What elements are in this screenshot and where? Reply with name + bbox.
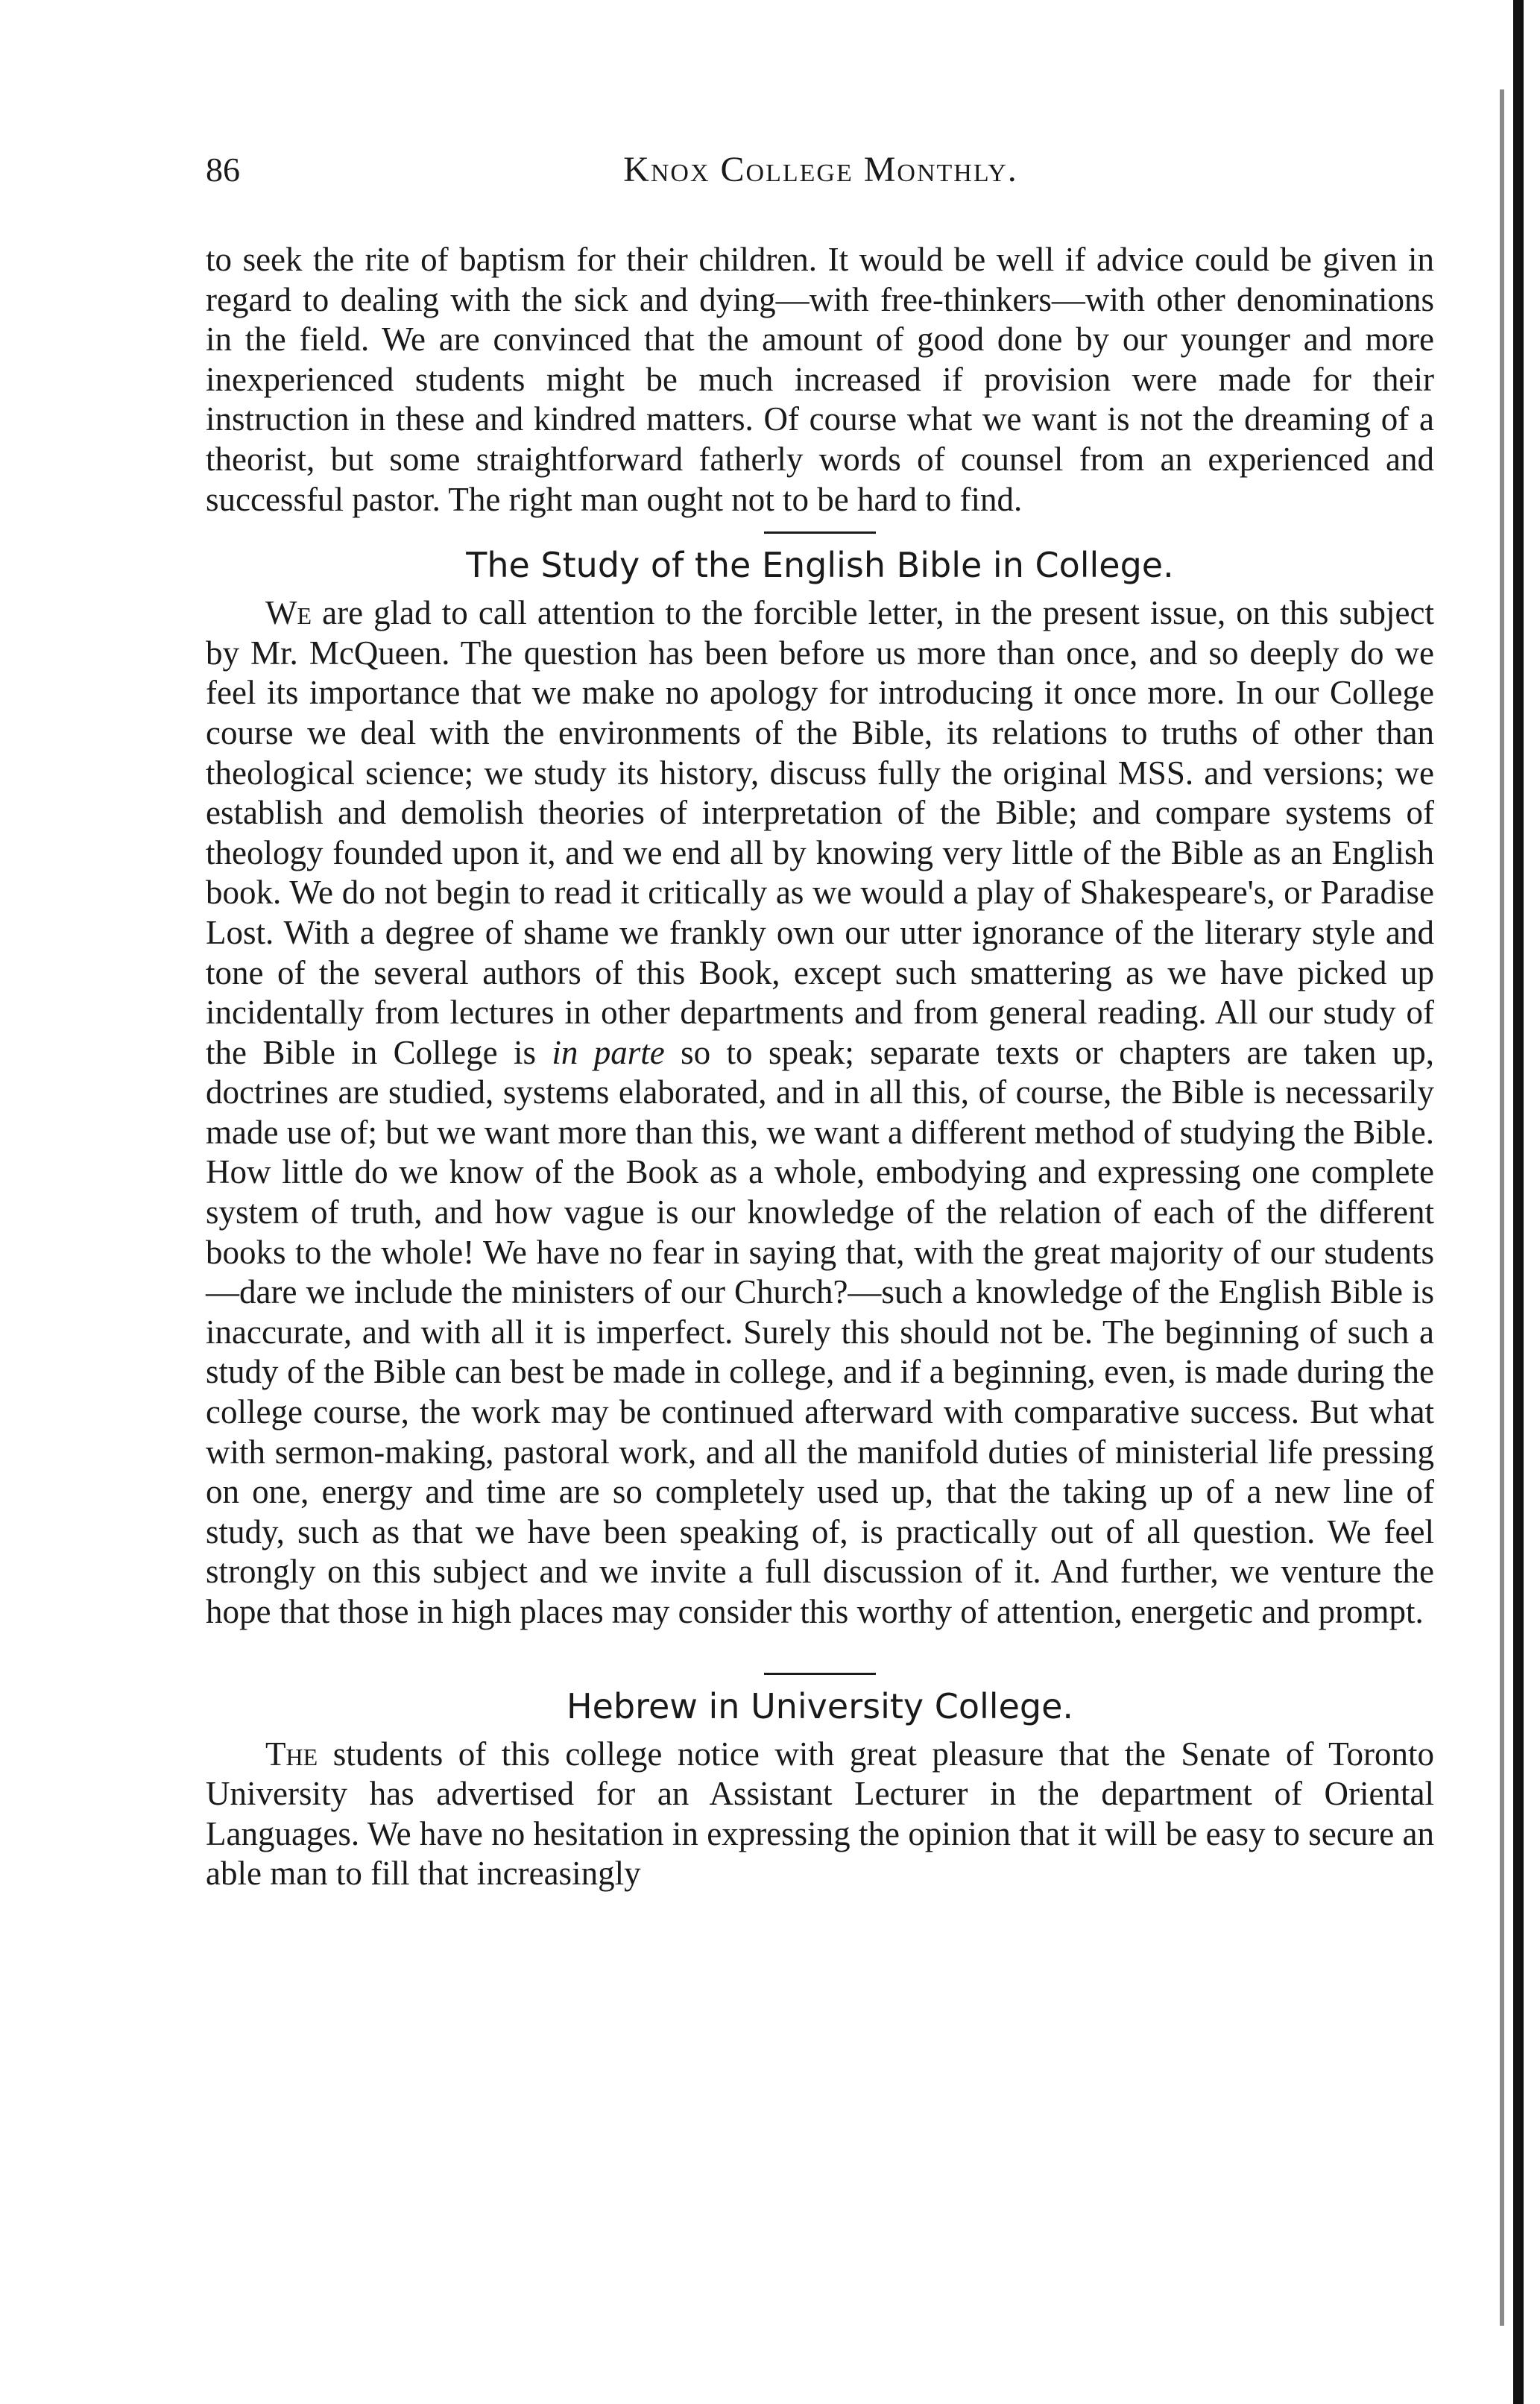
paragraph-text-continued: so to speak; separate texts or chapters are taken up, doctrines are studied, systems elaborated, and in all this, of course, the Bible is necessarily made use of; but we want more than this, we want a different method of studying the Bible. How little do we know of the Book as a whole, embodying and expressing one complete system of truth, and how vague is our knowledge of the relation of each of the different books to the whole! We have no fear in saying that, with the great majority of our students—dare we include the ministers of our Church?—such a knowledge of the English Bible is inaccurate, and with all it is imperfect. Surely this should not be. The beginning of such a study of the Bible can best be made in college, and if a beginning, even, is made during the college course, the work may be continued afterward with comparative success. But what with sermon-making, pastoral work, and all the manifold duties of ministerial life pressing on one, energy and time are so completely used up, that the taking up of a new line of study, such as that we have been speaking of, is practically out of all question. We feel strongly on this subject and we invite a full discussion of it. And further, we venture the hope that those in high places may consider this worthy of attention, energetic and prompt.	[206, 1033, 1435, 1630]
running-head	[206, 148, 1436, 200]
article-body	[206, 240, 1434, 1894]
section-english-bible-paragraph	[206, 593, 1434, 1632]
paragraph-text: are glad to call attention to the forcible letter, in the present issue, on this subject by Mr. McQueen. The question has been before us more than once, and so deeply do we feel its importance that we make no apology for introducing it once more. In our College course we deal with the environments of the Bible, its relations to truths of other than theological science; we study its history, discuss fully the original MSS. and versions; we establish and demolish theories of interpretation of the Bible; and compare systems of theology founded upon it, and we end all by knowing very little of the Bible as an English book. We do not begin to read it critically as we would a play of Shakespeare's, or Paradise Lost. With a degree of shame we frankly own our utter ignorance of the literary style and tone of the several authors of this Book, except such smattering as we have picked up incidentally from lectures in other departments and from general reading. All our study of the Bible in College is	[206, 594, 1434, 1071]
page-number: 86	[206, 151, 240, 189]
section-title-hebrew: Hebrew in University College.	[566, 1685, 1073, 1726]
continued-paragraph: to seek the rite of baptism for their children. It would be well if advice could be given in regard to dealing with the sick and dying—with free-thinkers—with other denominations in the field. We are convinced that the amount of good done by our younger and more inexperienced students might be much increased if provision were made for their instruction in these and kindred matters. Of course what we want is not the dreaming of a theorist, but some straightforward fatherly words of counsel from an experienced and successful pastor. The right man ought not to be hard to find.	[206, 241, 1434, 518]
journal-title: Knox College Monthly.	[623, 150, 1018, 189]
section-divider-rule	[764, 531, 876, 534]
scan-binding-edge	[1513, 0, 1524, 2404]
scan-shadow-line	[1500, 89, 1504, 2326]
italic-phrase: in parte	[552, 1033, 665, 1071]
lead-word: The	[265, 1735, 318, 1773]
section-title-english-bible: The Study of the English Bible in College.	[466, 545, 1174, 586]
paragraph-text: students of this college notice with great pleasure that the Senate of Toronto University has advertised for an Assistant Lecturer in the department of Oriental Languages. We have no hesitation in expressing the opinion that it will be easy to secure an able man to fill that increasingly	[206, 1735, 1434, 1893]
section-divider-rule	[764, 1673, 876, 1675]
section-hebrew-paragraph	[206, 1735, 1434, 1894]
lead-word: We	[265, 594, 312, 632]
section-gap	[206, 1632, 1434, 1661]
